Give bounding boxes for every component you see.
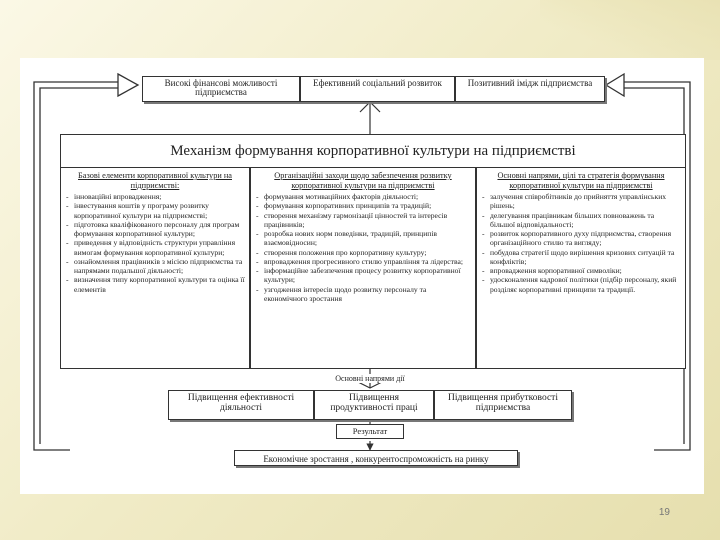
list-item: - інноваційні впровадження; (65, 192, 245, 201)
top-box-social: Ефективний соціальний розвиток (300, 76, 455, 102)
list-item: - делегування працівникам більших повноважень та більшої відповідальності; (481, 211, 681, 230)
bottom-box-efficiency: Підвищення ефективності діяльності (168, 390, 314, 420)
list-item: - створення положення про корпоративну культуру; (255, 248, 471, 257)
bottom-box-profitability: Підвищення прибутковості підприємства (434, 390, 572, 420)
column-title: Базові елементи корпоративної культури на підприємстві: (78, 171, 232, 190)
final-result-box: Економічне зростання , конкурентоспроможність на ринку (234, 450, 518, 466)
bottom-box-productivity: Підвищення продуктивності праці (314, 390, 434, 420)
list-item: - створення механізму гармонізації цінностей та інтересів працівників; (255, 211, 471, 230)
list-item: - підготовка кваліфікованого персоналу для програм формування корпоративної культури; (65, 220, 245, 239)
corporate-culture-diagram (20, 58, 704, 494)
column-title: Основні напрями, цілі та стратегія формування корпоративної культури на підприємстві (497, 171, 665, 190)
list-item: - впровадження корпоративної символіки; (481, 266, 681, 275)
top-box-financial: Високі фінансові можливості підприємства (142, 76, 300, 102)
list-item: - ознайомлення працівників з місією підприємства та напрямами подальшої діяльності; (65, 257, 245, 276)
list-item: - визначення типу корпоративної культури та оцінка її елементів (65, 275, 245, 294)
list-item: - інформаційне забезпечення процесу розвитку корпоративної культури; (255, 266, 471, 285)
column-directions-strategy (476, 167, 686, 369)
column-title: Організаційні заходи щодо забезпечення розвитку корпоративної культури на підприємстві (274, 171, 452, 190)
list-item: - впровадження прогресивного стилю управління та лідерства; (255, 257, 471, 266)
result-label: Результат (336, 424, 404, 439)
column-organizational-measures (250, 167, 476, 369)
slide-background-accent (540, 0, 720, 60)
list-item: - формування корпоративних принципів та традицій; (255, 201, 471, 210)
mechanism-title: Механізм формування корпоративної культури на підприємстві (60, 134, 686, 167)
list-item: - удосконалення кадрової політики (підбір персоналу, який розділяє корпоративні принципи та традиції. (481, 275, 681, 294)
list-item: - побудова стратегії щодо вирішення кризових ситуацій та конфліктів; (481, 248, 681, 267)
list-item: - розробка нових норм поведінки, традицій, принципів взаємовідносин; (255, 229, 471, 248)
list-item: - узгодження інтересів щодо розвитку персоналу та економічного зростання (255, 285, 471, 304)
list-item: - приведення у відповідність структури управління вимогам формування корпоративної культури; (65, 238, 245, 257)
page-number: 19 (658, 507, 670, 518)
column-base-elements (60, 167, 250, 369)
top-box-image: Позитивний імідж підприємства (455, 76, 605, 102)
list-item: - формування мотиваційних факторів діяльності; (255, 192, 471, 201)
list-item: - інвестування коштів у програму розвитку корпоративної культури на підприємстві; (65, 201, 245, 220)
list-item: - залучення співробітників до прийняття управлінських рішень; (481, 192, 681, 211)
list-item: - розвиток корпоративного духу підприємства, створення організаційного стилю та вигляду; (481, 229, 681, 248)
main-directions-label: Основні напрями дії (320, 374, 420, 383)
